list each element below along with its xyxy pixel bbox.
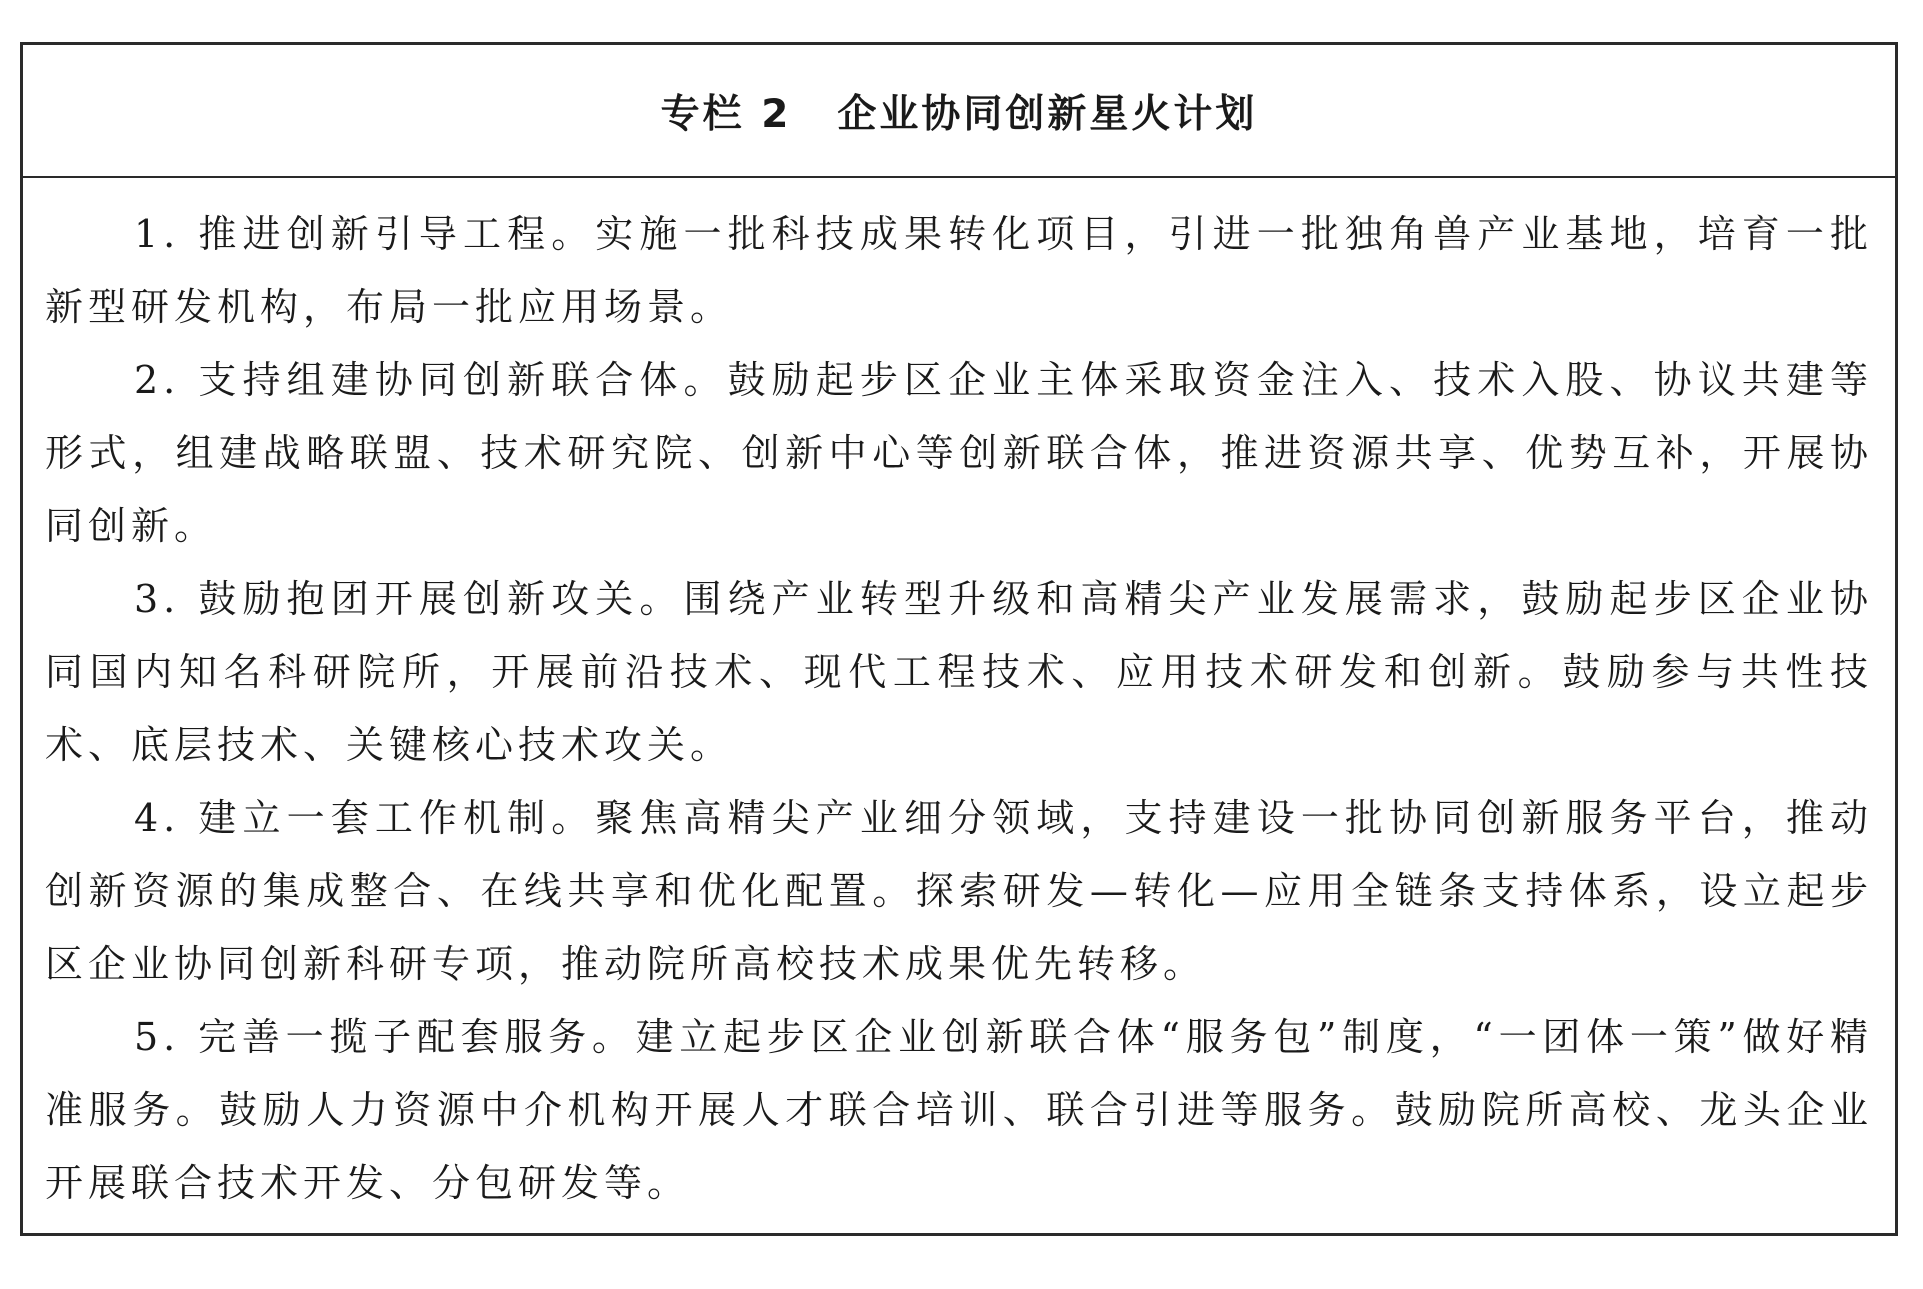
list-item: 5. 完善一揽子配套服务。建立起步区企业创新联合体“服务包”制度，“一团体一策”做好精准服务。鼓励人力资源中介机构开展人才联合培训、联合引进等服务。鼓励院所高校、龙头企业开展联合技术开发、分包研发等。 [45, 1015, 1873, 1205]
column-label: 专栏 2 [660, 91, 792, 137]
list-item: 3. 鼓励抱团开展创新攻关。围绕产业转型升级和高精尖产业发展需求，鼓励起步区企业协同国内知名科研院所，开展前沿技术、现代工程技术、应用技术研发和创新。鼓励参与共性技术、底层技术、关键核心技术攻关。 [45, 577, 1873, 767]
column-box [20, 42, 1898, 1236]
column-title: 企业协同创新星火计划 [837, 91, 1258, 137]
list-item: 2. 支持组建协同创新联合体。鼓励起步区企业主体采取资金注入、技术入股、协议共建等形式，组建战略联盟、技术研究院、创新中心等创新联合体，推进资源共享、优势互补，开展协同创新。 [45, 358, 1873, 548]
list-item: 4. 建立一套工作机制。聚焦高精尖产业细分领域，支持建设一批协同创新服务平台，推动创新资源的集成整合、在线共享和优化配置。探索研发—转化—应用全链条支持体系，设立起步区企业协同创新科研专项，推动院所高校技术成果优先转移。 [45, 796, 1873, 986]
column-content [23, 178, 1895, 1220]
list-item: 1. 推进创新引导工程。实施一批科技成果转化项目，引进一批独角兽产业基地，培育一批新型研发机构，布局一批应用场景。 [45, 212, 1873, 329]
column-header [23, 45, 1895, 178]
